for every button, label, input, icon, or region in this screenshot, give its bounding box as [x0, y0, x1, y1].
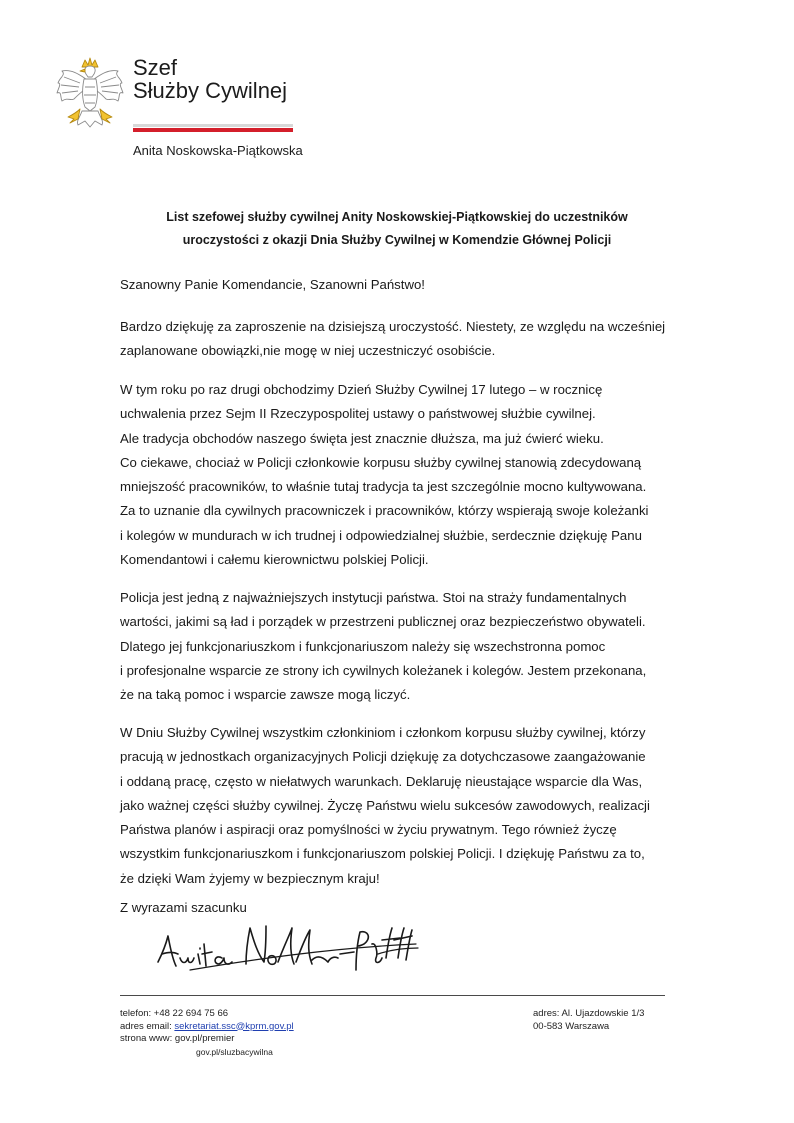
- closing-phrase: Z wyrazami szacunku: [120, 900, 247, 915]
- footer-web-link-2[interactable]: gov.pl/sluzbacywilna: [196, 1046, 273, 1057]
- paragraph-line: Państwa planów i aspiracji oraz pomyślności w życiu prywatnym. Tego również życzę: [120, 822, 617, 838]
- paragraph-line: mniejszość pracowników, to właśnie tutaj tradycja ta jest szczególnie mocno kultywowana.: [120, 479, 647, 495]
- paragraph-line: Za to uznanie dla cywilnych pracowniczek i pracowników, którzy wspierają swoje koleżanki: [120, 503, 649, 519]
- paragraph-line: pracują w jednostkach organizacyjnych Policji dziękuję za dotychczasowe zaangażowanie: [120, 749, 646, 765]
- footer-phone: telefon: +48 22 694 75 66: [120, 1008, 229, 1019]
- footer-address-line1: adres: Al. Ujazdowskie 1/3: [533, 1008, 645, 1019]
- footer-divider: [120, 995, 665, 996]
- footer-address: [533, 1008, 644, 1033]
- footer-web-link-1[interactable]: gov.pl/premier: [174, 1033, 235, 1044]
- paragraph-line: W tym roku po raz drugi obchodzimy Dzień Służby Cywilnej 17 lutego – w rocznicę: [120, 382, 603, 397]
- paragraph-line: W Dniu Służby Cywilnej wszystkim członkiniom i członkom korpusu służby cywilnej, którzy: [120, 725, 646, 740]
- footer-email-row: [120, 1021, 294, 1034]
- paragraph-2: [120, 378, 648, 572]
- footer-email-link[interactable]: sekretariat.ssc@kprm.gov.pl: [174, 1020, 294, 1032]
- letter-title-line1: List szefowej służby cywilnej Anity Noskowskiej-Piątkowskiej do uczestników: [166, 210, 628, 224]
- paragraph-line: jako ważnej części służby cywilnej. Życzę Państwu wielu sukcesów zawodowych, realizacji: [120, 797, 650, 813]
- paragraph-line: wszystkim funkcjonariuszkom i funkcjonariuszom polskiej Policji. I dziękuję Państwu za to,: [120, 846, 645, 862]
- footer-web-row: [120, 1033, 294, 1046]
- organization-name-line2: Służby Cywilnej: [133, 78, 288, 103]
- author-name: Anita Noskowska-Piątkowska: [133, 143, 303, 158]
- paragraph-4: [120, 721, 650, 891]
- organization-name-line1: Szef: [133, 55, 178, 80]
- paragraph-line: że dzięki Wam żyjemy w bezpiecznym kraju!: [120, 870, 380, 886]
- paragraph-line: Ale tradycja obchodów naszego święta jest znacznie dłuższa, ma już ćwierć wieku.: [120, 430, 604, 446]
- paragraph-line: Bardzo dziękuję za zaproszenie na dzisiejszą uroczystość. Niestety, ze względu na wcześniej: [120, 319, 666, 334]
- organization-name: [133, 56, 287, 102]
- paragraph-line: że na taką pomoc i wsparcie zawsze mogą liczyć.: [120, 687, 411, 703]
- letter-title-line2: uroczystości z okazji Dnia Służby Cywilnej w Komendzie Głównej Policji: [182, 233, 612, 247]
- letter-title: [120, 206, 674, 252]
- paragraph-line: Co ciekawe, chociaż w Policji członkowie korpusu służby cywilnej stanowią zdecydowaną: [120, 454, 642, 470]
- footer-address-line2: 00-583 Warszawa: [533, 1020, 610, 1032]
- paragraph-line: i kolegów w mundurach w ich trudnej i odpowiedzialnej służbie, serdecznie dziękuję Panu: [120, 527, 642, 543]
- paragraph-line: i profesjonalne wsparcie ze strony ich cywilnych koleżanek i kolegów. Jestem przekonana,: [120, 662, 647, 678]
- handwritten-signature-icon: [150, 914, 420, 980]
- footer-web-label: strona www:: [120, 1033, 175, 1044]
- paragraph-line: Dlatego jej funkcjonariuszkom i funkcjonariuszom należy się wszechstronna pomoc: [120, 638, 606, 654]
- footer-email-label: adres email:: [120, 1020, 175, 1032]
- paragraph-3: [120, 586, 646, 707]
- greeting: Szanowny Panie Komendancie, Szanowni Państwo!: [120, 277, 425, 292]
- paragraph-line: wartości, jakimi są ład i porządek w przestrzeni publicznej oraz bezpieczeństwo obywateli.: [120, 614, 646, 630]
- footer-contact: [120, 1008, 294, 1058]
- paragraph-line: zaplanowane obowiązki,nie mogę w niej uczestniczyć osobiście.: [120, 343, 496, 359]
- paragraph-line: i oddaną pracę, często w niełatwych warunkach. Deklaruję nieustające wsparcie dla Was,: [120, 773, 643, 789]
- paragraph-line: uchwalenia przez Sejm II Rzeczypospolitej ustawy o państwowej służbie cywilnej.: [120, 406, 596, 422]
- paragraph-1: [120, 315, 665, 364]
- paragraph-line: Komendantowi i całemu kierownictwu polskiej Policji.: [120, 552, 429, 568]
- flag-stripe-red: [133, 128, 293, 132]
- polish-eagle-emblem-icon: [52, 55, 128, 135]
- paragraph-line: Policja jest jedną z najważniejszych instytucji państwa. Stoi na straży fundamentalnych: [120, 590, 627, 605]
- flag-stripe-white: [133, 124, 293, 127]
